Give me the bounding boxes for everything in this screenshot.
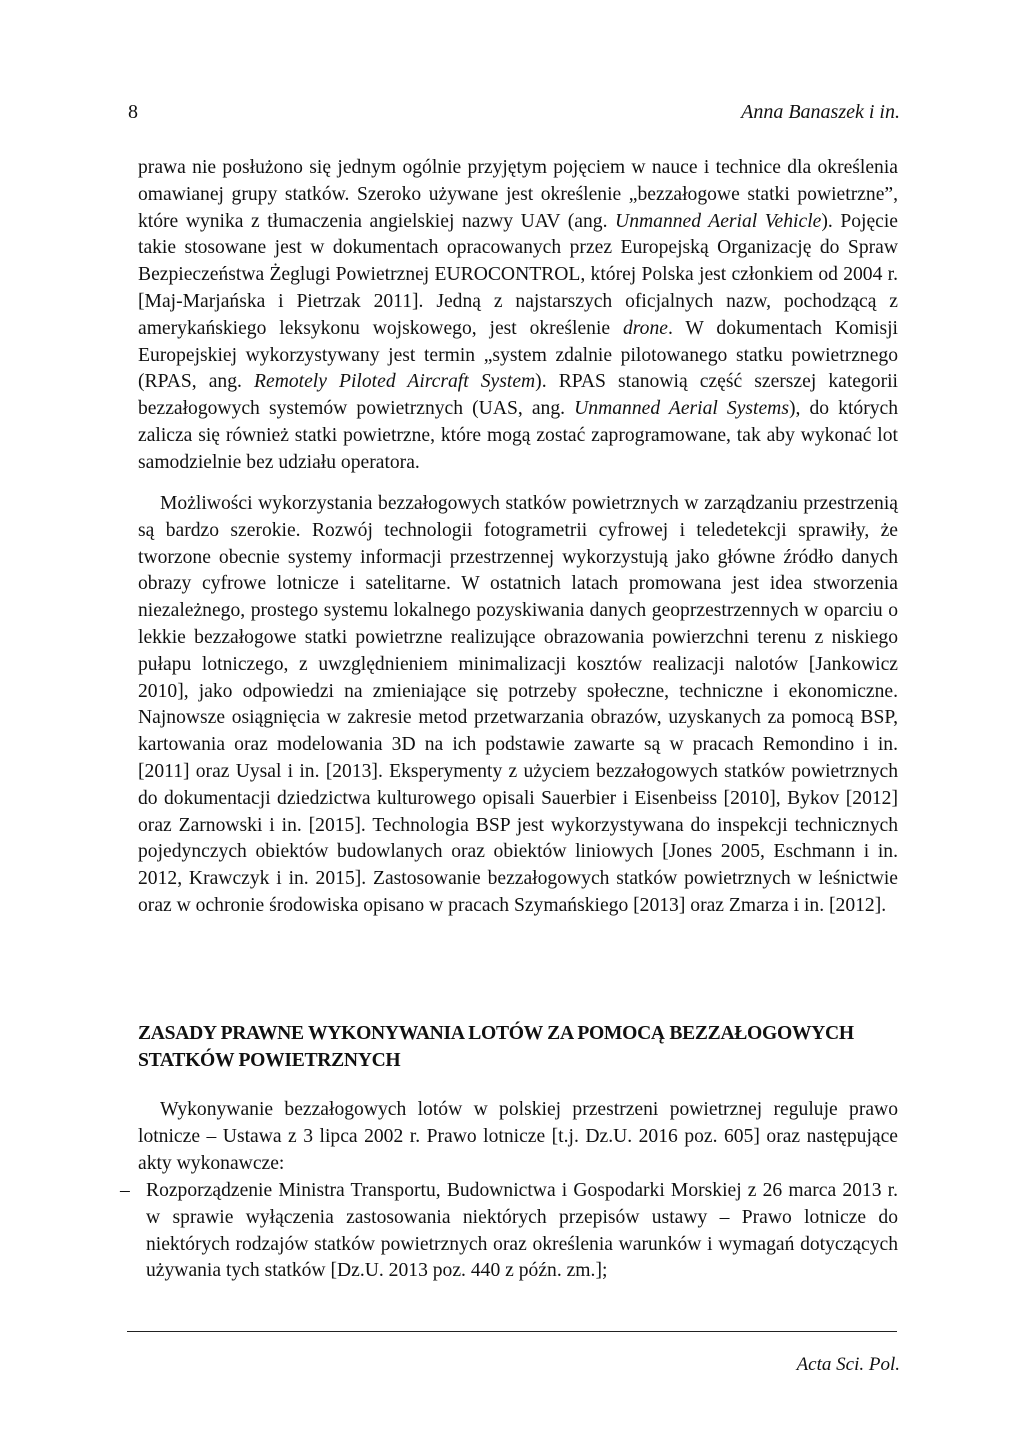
text-run-italic: Unmanned Aerial Systems <box>574 398 789 420</box>
section-heading: ZASADY PRAWNE WYKONYWANIA LOTÓW ZA POMOCĄ BEZZAŁOGOWYCH STATKÓW POWIETRZNYCH <box>138 1023 854 1071</box>
footer-divider <box>127 1331 897 1332</box>
page-number: 8 <box>128 101 138 123</box>
regulation-list <box>120 1178 898 1285</box>
paragraph-uav-applications: Możliwości wykorzystania bezzałogowych statków powietrznych w zarządzaniu przestrzenią są bardzo szerokie. Rozwój technologii fotogrametrii cyfrowej i teledetekcji sprawiły, że tworzone obecnie systemy informacji przestrzennej wykorzystują jako główne źródło danych obrazy cyfrowe lotnicze i satelitarne. W ostatnich latach promowana jest idea stworzenia niezależnego, prostego systemu lokalnego pozyskiwania danych geoprzestrzennych w oparciu o lekkie bezzałogowe statki powietrzne realizujące obrazowania powierzchni terenu z niskiego pułapu lotniczego, z uwzględnieniem minimalizacji kosztów realizacji nalotów [Jankowicz 2010], jako odpowiedzi na zmieniające się potrzeby społeczne, techniczne i ekonomiczne. Najnowsze osiągnięcia w zakresie metod przetwarzania obrazów, uzyskanych za pomocą BSP, kartowania oraz modelowania 3D na ich podstawie zawarte są w pracach Remondino i in. [2011] oraz Uysal i in. [2013]. Eksperymenty z użyciem bezzałogowych statków powietrznych do dokumentacji dziedzictwa kulturowego opisali Sauerbier i Eisenbeiss [2010], Bykov [2012] oraz Zarnowski i in. [2015]. Technologia BSP jest wykorzystywana do inspekcji technicznych pojedynczych obiektów budowlanych oraz obiektów liniowych [Jones 2005, Eschmann i in. 2012, Krawczyk i in. 2015]. Zastosowanie bezzałogowych statków powietrznych w leśnictwie oraz w ochronie środowiska opisano w pracach Szymańskiego [2013] oraz Zmarza i in. [2012]. <box>138 493 898 916</box>
paragraph-continued <box>138 155 898 477</box>
text-run: ), do których zalicza się również statki powietrzne, które mogą zostać zaprogramowane, tak aby wykonać lot samodzielnie bez udziału operatora. <box>138 398 899 473</box>
list-item-text: Rozporządzenie Ministra Transportu, Budownictwa i Gospodarki Morskiej z 26 marca 2013 r. w sprawie wyłączenia zastosowania niektórych przepisów ustawy – Prawo lotnicze do niektórych rodzajów statków powietrznych oraz określenia warunków i wymagań dotyczących używania tych statków [Dz.U. 2013 poz. 440 z późn. zm.]; <box>146 1180 898 1282</box>
running-header-author: Anna Banaszek i in. <box>741 101 900 123</box>
text-run: ). Pojęcie takie stosowane jest w dokumentach opracowanych przez Europejską Organizację do Spraw Bezpieczeństwa Żeglugi Powietrznej EUROCONTROL, której Polska jest członkiem od 2004 r. [Maj-Marjańska i Pietrzak 2011]. Jedną z najstarszych oficjalnych nazw, pochodzącą z amerykańskiego leksykonu wojskowego, jest określenie <box>138 210 898 339</box>
text-run-italic: Unmanned Aerial Vehicle <box>615 210 822 232</box>
journal-name: Acta Sci. Pol. <box>796 1354 900 1375</box>
text-run-italic: Remotely Piloted Aircraft System <box>254 371 536 393</box>
text-run: ). RPAS stanowią część szerszej kategorii bezzałogowych systemów powietrznych (UAS, ang. <box>138 371 898 420</box>
list-bullet: – <box>120 1180 130 1201</box>
text-run: . W dokumentach Komisji Europejskiej wykorzystywany jest termin „system zdalnie pilotowanego statku powietrznego (RPAS, ang. <box>138 317 898 393</box>
text-run: prawa nie posłużono się jednym ogólnie przyjętym pojęciem w nauce i technice dla określenia omawianej grupy statków. Szeroko używane jest określenie „bezzałogowe statki powietrzne”, które wynika z tłumaczenia angielskiej nazwy UAV (ang. <box>138 157 898 232</box>
page-header <box>128 101 900 127</box>
list-item <box>120 1178 898 1285</box>
text-run-italic: drone <box>622 317 668 339</box>
paragraph-legal-basis: Wykonywanie bezzałogowych lotów w polskiej przestrzeni powietrznej reguluje prawo lotnicze – Ustawa z 3 lipca 2002 r. Prawo lotnicze [t.j. Dz.U. 2016 poz. 605] oraz następujące akty wykonawcze: <box>138 1099 898 1174</box>
